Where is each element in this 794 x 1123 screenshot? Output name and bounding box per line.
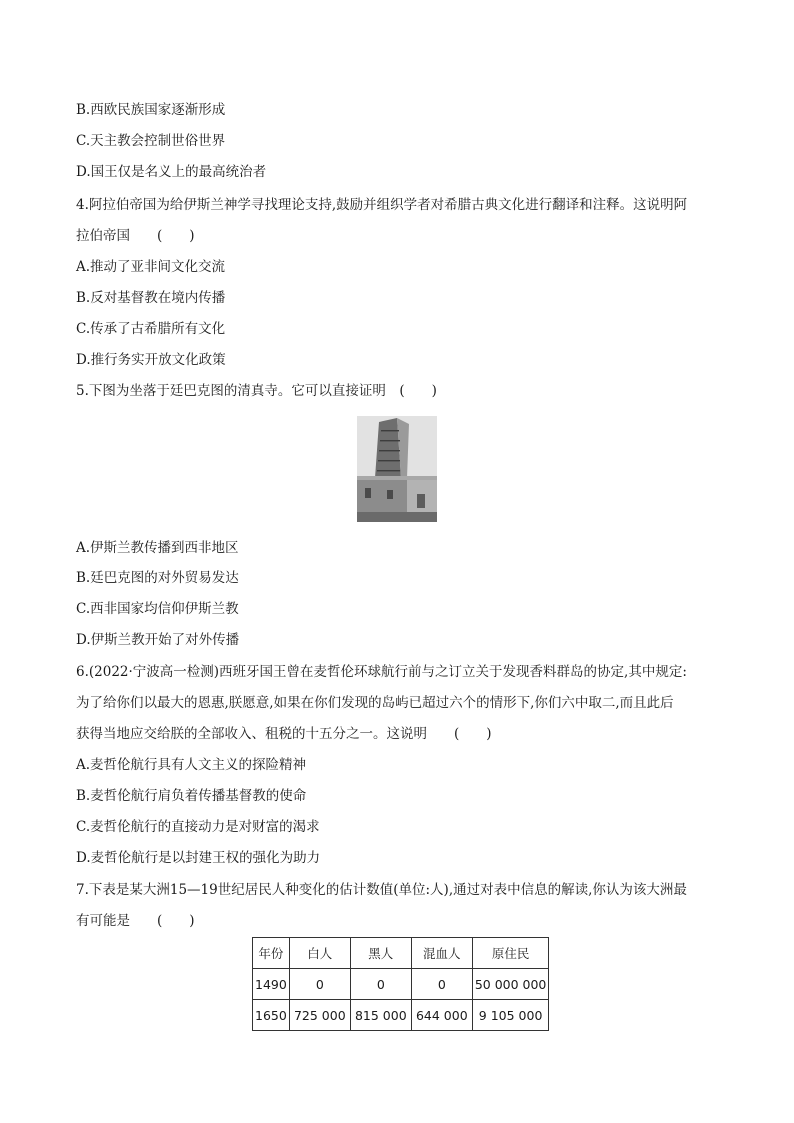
q5-option-c: C.西非国家均信仰伊斯兰教 <box>76 601 239 617</box>
q4-option-d: D.推行务实开放文化政策 <box>76 352 226 368</box>
table-header-cell: 黑人 <box>350 938 411 969</box>
table-cell: 50 000 000 <box>472 969 549 1000</box>
q4-stem-line1: 4.阿拉伯帝国为给伊斯兰神学寻找理论支持,鼓励并组织学者对希腊古典文化进行翻译和注释。这说明阿 <box>76 197 688 213</box>
q3-option-c: C.天主教会控制世俗世界 <box>76 133 226 149</box>
table-cell: 815 000 <box>350 1000 411 1031</box>
q5-option-d: D.伊斯兰教开始了对外传播 <box>76 632 240 648</box>
q5-option-b: B.廷巴克图的对外贸易发达 <box>76 570 239 586</box>
q6-stem-line1: 6.(2022·宁波高一检测)西班牙国王曾在麦哲伦环球航行前与之订立关于发现香料群岛的协定,其中规定: <box>76 664 687 680</box>
mosque-photo <box>357 416 437 522</box>
table-cell: 9 105 000 <box>472 1000 549 1031</box>
q6-option-c: C.麦哲伦航行的直接动力是对财富的渴求 <box>76 819 320 835</box>
q3-option-d: D.国王仅是名义上的最高统治者 <box>76 164 267 180</box>
q5-option-a: A.伊斯兰教传播到西非地区 <box>76 540 239 556</box>
q4-option-a: A.推动了亚非间文化交流 <box>76 259 226 275</box>
q6-option-a: A.麦哲伦航行具有人文主义的探险精神 <box>76 757 307 773</box>
table-header-cell: 原住民 <box>472 938 549 969</box>
table-cell: 725 000 <box>289 1000 350 1031</box>
table-row <box>253 1000 549 1031</box>
q4-option-b: B.反对基督教在境内传播 <box>76 290 226 306</box>
q3-option-b: B.西欧民族国家逐渐形成 <box>76 102 226 118</box>
table-cell: 0 <box>289 969 350 1000</box>
table-row <box>253 969 549 1000</box>
q7-stem-line2: 有可能是 ( ) <box>76 913 195 929</box>
q5-stem: 5.下图为坐落于廷巴克图的清真寺。它可以直接证明 ( ) <box>76 383 437 399</box>
table-header-cell: 白人 <box>289 938 350 969</box>
table-cell: 0 <box>411 969 472 1000</box>
table-cell: 644 000 <box>411 1000 472 1031</box>
table-header-row <box>253 938 549 969</box>
q6-option-b: B.麦哲伦航行肩负着传播基督教的使命 <box>76 788 307 804</box>
table-header-cell: 年份 <box>253 938 290 969</box>
table-cell: 1650 <box>253 1000 290 1031</box>
mosque-illustration <box>357 416 437 522</box>
q6-stem-line2: 为了给你们以最大的恩惠,朕愿意,如果在你们发现的岛屿已超过六个的情形下,你们六中取二,而且此后 <box>76 695 674 711</box>
q4-option-c: C.传承了古希腊所有文化 <box>76 321 226 337</box>
q6-stem-line3: 获得当地应交给朕的全部收入、租税的十五分之一。这说明 ( ) <box>76 726 492 742</box>
q7-stem-line1: 7.下表是某大洲15—19世纪居民人种变化的估计数值(单位:人),通过对表中信息的解读,你认为该大洲最 <box>76 882 687 898</box>
q4-stem-line2: 拉伯帝国 ( ) <box>76 228 195 244</box>
q6-option-d: D.麦哲伦航行是以封建王权的强化为助力 <box>76 850 321 866</box>
table-cell: 1490 <box>253 969 290 1000</box>
table-header-cell: 混血人 <box>411 938 472 969</box>
table-cell: 0 <box>350 969 411 1000</box>
population-table <box>252 937 549 1031</box>
